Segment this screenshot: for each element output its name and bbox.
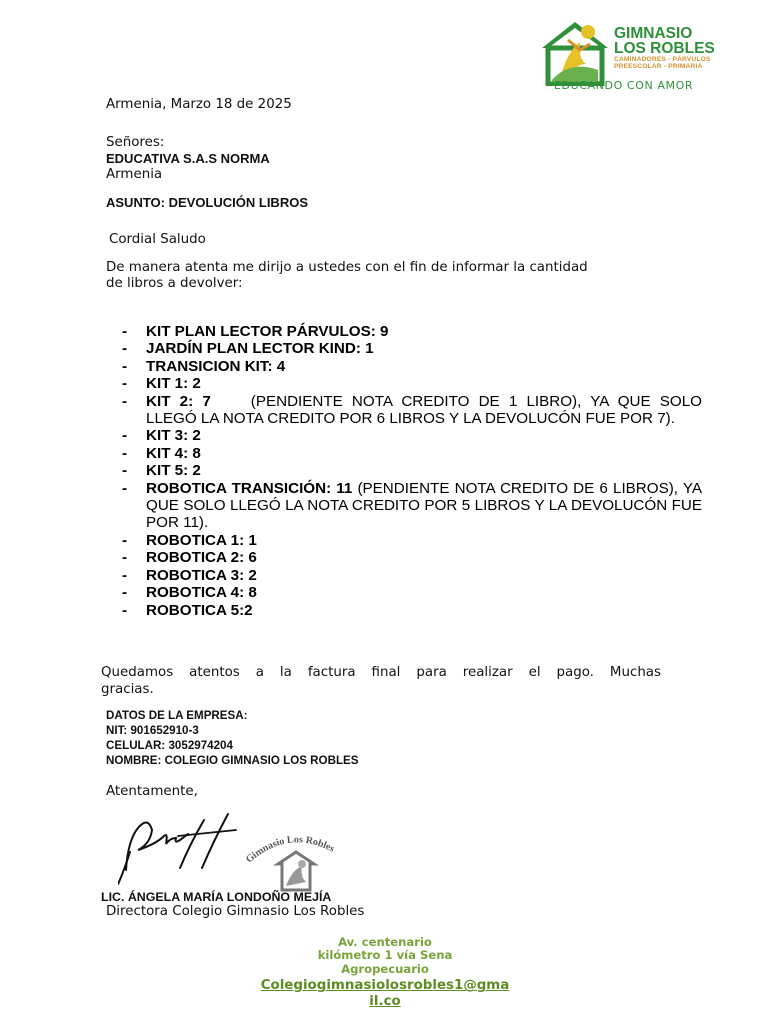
signer-name: LIC. ÁNGELA MARÍA LONDOÑO MEJÍA [101,890,332,904]
list-item: - KIT 1: 2 [122,375,201,393]
handwritten-signature [118,810,240,886]
logo-title-line1: GIMNASIO [614,25,693,42]
list-item: - ROBOTICA 2: 6 [122,549,257,567]
footer-line-3: Agropecuario [341,961,429,976]
school-stamp [236,824,356,894]
intro-line-2: de libros a devolver: [106,276,243,291]
logo-slogan: EDUCANDO CON AMOR [554,79,694,92]
list-item: - KIT 5: 2 [122,462,201,480]
intro-line-1: De manera atenta me dirijo a ustedes con el fin de informar la cantidad [106,260,588,275]
item-note: (PENDIENTE NOTA CREDITO DE 1 LIBRO), YA QUE SOLO LLEGÓ LA NOTA CREDITO POR 6 LIBROS Y LA DEVOLUCÓN FUE POR 7). [146,392,703,428]
list-item: - ROBOTICA 1: 1 [122,531,257,549]
list-item: - ROBOTICA 4: 8 [122,584,257,602]
stamp-emblem-icon [236,824,356,894]
school-logo [538,16,738,96]
list-item: - KIT PLAN LECTOR PÁRVULOS: 9 [122,323,389,340]
closing-line-2: gracias. [101,682,154,697]
company-name: NOMBRE: COLEGIO GIMNASIO LOS ROBLES [106,754,359,767]
footer-line-1: Av. centenario [338,935,432,949]
recipient-company: EDUCATIVA S.A.S NORMA [106,151,270,166]
letter-subject: ASUNTO: DEVOLUCIÓN LIBROS [106,195,308,210]
list-item: - JARDÍN PLAN LECTOR KIND: 1 [122,340,374,358]
list-item: - ROBOTICA TRANSICIÓN: 11 (PENDIENTE NOTA CREDITO DE 6 LIBROS), YA QUE SOLO LLEGÓ LA NOTA CREDITO POR 5 LIBROS Y LA DEVOLUCÓN FUE POR 11). [122,479,702,532]
list-item: - ROBOTICA 3: 2 [122,566,257,584]
signer-title: Directora Colegio Gimnasio Los Robles [106,904,365,919]
footer-address [230,936,540,1010]
letter-date: Armenia, Marzo 18 de 2025 [106,97,292,112]
closing-line-1: Quedamos atentos a la factura final para realizar el pago. Muchas [101,665,661,680]
company-nit: NIT: 901652910-3 [106,724,199,737]
list-item: - KIT 4: 8 [122,444,201,462]
list-item: - KIT 2: 7 (PENDIENTE NOTA CREDITO DE 1 LIBRO), YA QUE SOLO LLEGÓ LA NOTA CREDITO POR 6 LIBROS Y LA DEVOLUCÓN FUE POR 7). [122,392,703,428]
svg-text:Gimnasio Los Robles [244,834,336,865]
letter-salutation: Cordial Saludo [109,232,206,247]
footer-email-link[interactable]: Colegiogimnasiolosrobles1@gma il.co [260,978,510,1010]
list-item: - ROBOTICA 5:2 [122,601,253,619]
logo-subtitle-line1: CAMINADORES - PÁRVULOS [614,56,711,63]
footer-line-2: kilómetro 1 vía Sena [317,948,453,963]
company-phone: CELULAR: 3052974204 [106,739,233,752]
logo-title-line2: LOS ROBLES [614,40,715,57]
item-note: (PENDIENTE NOTA CREDITO DE 6 LIBROS), YA QUE SOLO LLEGÓ LA NOTA CREDITO POR 5 LIBROS Y LA DEVOLUCÓN FUE POR 11). [146,479,702,532]
list-item: - TRANSICION KIT: 4 [122,357,286,375]
stamp-text: Gimnasio Los Robles [244,834,337,866]
recipient-greeting: Señores: [106,135,165,150]
returned-books-list [120,323,702,619]
sign-off: Atentamente, [106,784,198,799]
company-data-heading: DATOS DE LA EMPRESA: [106,709,248,722]
house-emblem-icon [540,20,610,86]
recipient-city: Armenia [106,167,163,182]
logo-subtitle-line2: PREESCOLAR - PRIMARIA [614,63,703,70]
list-item: - KIT 3: 2 [122,427,201,445]
